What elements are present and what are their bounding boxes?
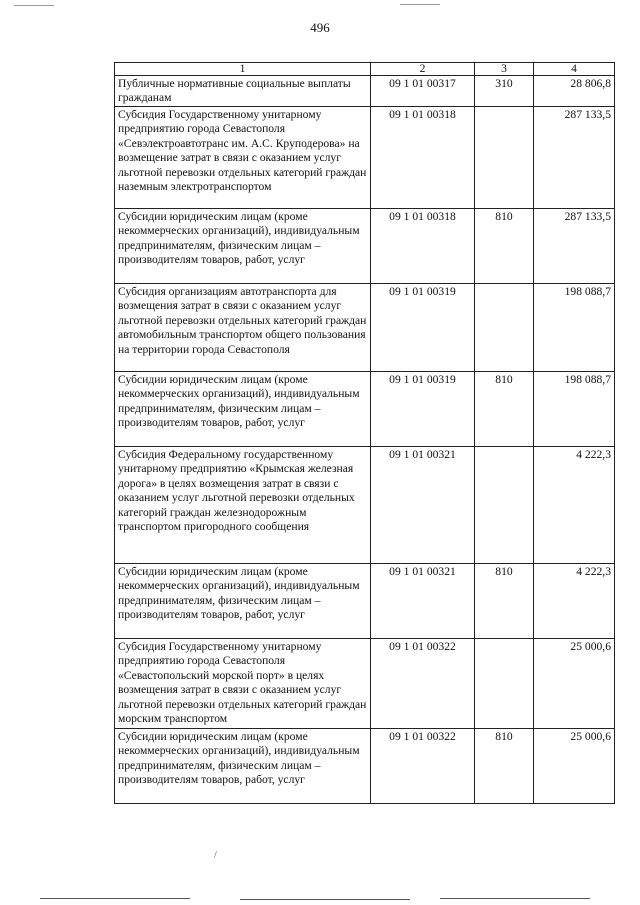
row-name: Субсидия организациям автотранспорта для возмещения затрат в связи с оказанием услуг льготной перевозки отдельных категорий граждан автомобильным транспортом общего пользования на территории города Севастополя bbox=[115, 284, 371, 372]
header-col-3: 3 bbox=[475, 63, 534, 76]
table-row bbox=[115, 564, 615, 639]
scan-artifact-top-left bbox=[14, 5, 54, 6]
table-row bbox=[115, 447, 615, 564]
row-name: Публичные нормативные социальные выплаты гражданам bbox=[115, 76, 371, 107]
row-amount: 25 000,6 bbox=[534, 729, 615, 804]
row-amount: 287 133,5 bbox=[534, 107, 615, 209]
row-code: 09 1 01 00319 bbox=[371, 284, 475, 372]
row-type: 810 bbox=[475, 372, 534, 447]
row-code: 09 1 01 00321 bbox=[371, 564, 475, 639]
scan-artifact-bottom-mid bbox=[240, 899, 410, 900]
header-col-2: 2 bbox=[371, 63, 475, 76]
row-type bbox=[475, 447, 534, 564]
row-name: Субсидии юридическим лицам (кроме некоммерческих организаций), индивидуальным предпринимателям, физическим лицам – производителям товаров, работ, услуг bbox=[115, 209, 371, 284]
header-col-4: 4 bbox=[534, 63, 615, 76]
table-row bbox=[115, 729, 615, 804]
row-name: Субсидии юридическим лицам (кроме некоммерческих организаций), индивидуальным предпринимателям, физическим лицам – производителям товаров, работ, услуг bbox=[115, 729, 371, 804]
row-code: 09 1 01 00319 bbox=[371, 372, 475, 447]
table-row bbox=[115, 209, 615, 284]
row-type: 810 bbox=[475, 209, 534, 284]
row-amount: 198 088,7 bbox=[534, 284, 615, 372]
row-name: Субсидия Государственному унитарному предприятию города Севастополя «Севэлектроавтотранс им. А.С. Круподерова» на возмещение затрат в связи с оказанием услуг льготной перевозки отдельных категорий граждан наземным электротранспортом bbox=[115, 107, 371, 209]
table-row bbox=[115, 284, 615, 372]
row-name: Субсидии юридическим лицам (кроме некоммерческих организаций), индивидуальным предпринимателям, физическим лицам – производителям товаров, работ, услуг bbox=[115, 372, 371, 447]
scan-artifact-top-right bbox=[400, 4, 440, 5]
row-name: Субсидия Государственному унитарному предприятию города Севастополя «Севастопольский морской порт» в целях возмещения затрат в связи с оказанием услуг льготной перевозки отдельных категорий граждан морским транспортом bbox=[115, 639, 371, 729]
row-type: 810 bbox=[475, 729, 534, 804]
table-row bbox=[115, 107, 615, 209]
row-amount: 198 088,7 bbox=[534, 372, 615, 447]
row-amount: 287 133,5 bbox=[534, 209, 615, 284]
row-code: 09 1 01 00322 bbox=[371, 729, 475, 804]
row-code: 09 1 01 00318 bbox=[371, 107, 475, 209]
table-row bbox=[115, 76, 615, 107]
scan-artifact-bottom-left bbox=[40, 898, 190, 899]
row-type: 310 bbox=[475, 76, 534, 107]
row-code: 09 1 01 00321 bbox=[371, 447, 475, 564]
row-code: 09 1 01 00318 bbox=[371, 209, 475, 284]
header-col-1: 1 bbox=[115, 63, 371, 76]
page-number: 496 bbox=[310, 20, 330, 35]
row-type bbox=[475, 284, 534, 372]
row-amount: 4 222,3 bbox=[534, 564, 615, 639]
row-type bbox=[475, 639, 534, 729]
table-row bbox=[115, 639, 615, 729]
scan-artifact-bottom-right bbox=[440, 898, 590, 899]
row-type: 810 bbox=[475, 564, 534, 639]
row-amount: 4 222,3 bbox=[534, 447, 615, 564]
row-code: 09 1 01 00317 bbox=[371, 76, 475, 107]
table-row bbox=[115, 372, 615, 447]
budget-table bbox=[114, 62, 615, 804]
row-type bbox=[475, 107, 534, 209]
row-amount: 25 000,6 bbox=[534, 639, 615, 729]
row-amount: 28 806,8 bbox=[534, 76, 615, 107]
table-header-row bbox=[115, 63, 615, 76]
row-code: 09 1 01 00322 bbox=[371, 639, 475, 729]
row-name: Субсидия Федеральному государственному унитарному предприятию «Крымская железная дорога» в целях возмещения затрат в связи с оказанием услуг льготной перевозки отдельных категорий граждан железнодорожным транспортом пригородного сообщения bbox=[115, 447, 371, 564]
row-name: Субсидии юридическим лицам (кроме некоммерческих организаций), индивидуальным предпринимателям, физическим лицам – производителям товаров, работ, услуг bbox=[115, 564, 371, 639]
scan-artifact-mark: / bbox=[214, 850, 217, 861]
